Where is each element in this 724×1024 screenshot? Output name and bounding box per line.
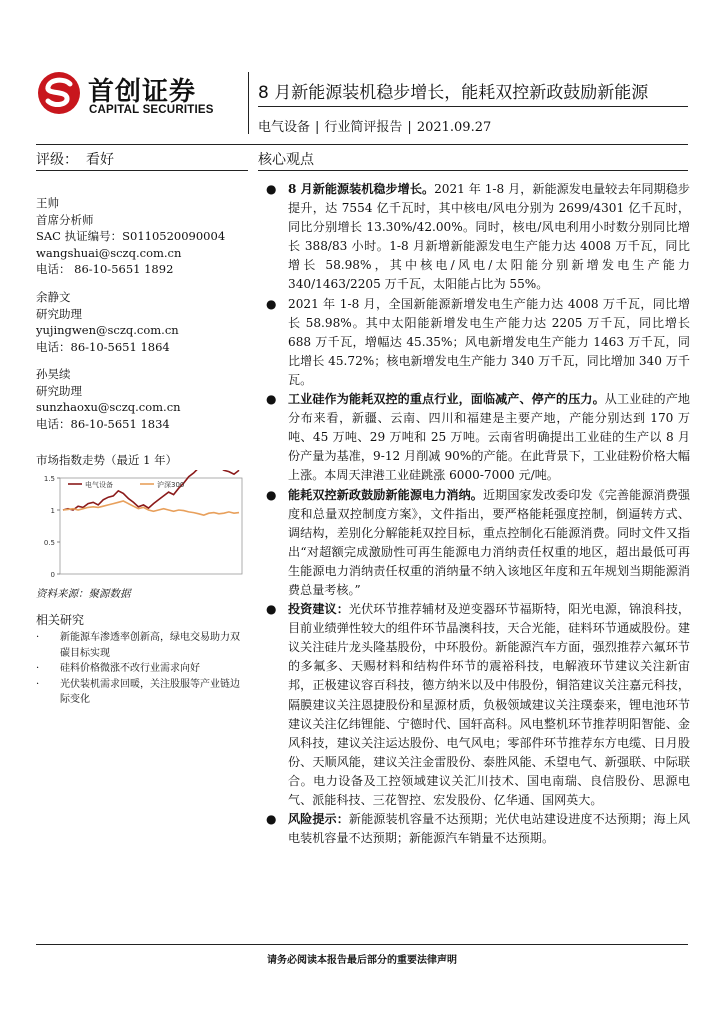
rating-value: 看好 [86, 152, 114, 168]
related-item-text: 新能源车渗透率创新高，绿电交易助力双碳目标实现 [60, 632, 240, 659]
core-view-item [258, 486, 690, 601]
item-text: 2021 年 1-8 月，新能源发电量较去年同期稳步提升，达 7554 亿千瓦时，其中核电/风电分别为 2699/4301 亿千瓦时，同比分别增长 13.30%/42.00%。同时，核电/风电利用小时数分别同比增长 388/83 小时。1-8 月新增新能源发电生产能力达 4008 万千瓦，同比增长 58.98%，其中核电/风电/太阳能分别新增发电生产能力 340/1463/2205 万千瓦，太阳能占比为 55%。 [288, 182, 690, 292]
analyst-email[interactable]: yujingwen@sczq.com.cn [36, 323, 179, 338]
bullet-icon: ● [266, 487, 277, 502]
related-item-text: 硅料价格微涨不改行业需求向好 [60, 663, 200, 674]
report-subtitle [258, 116, 491, 135]
core-view-item [258, 810, 690, 848]
bullet-icon: ● [266, 182, 277, 196]
y-tick-label: 1 [50, 507, 55, 515]
bullet-icon: · [36, 678, 40, 690]
item-text: 新能源装机容量不达预期；光伏电站建设进度不达预期；海上风电装机容量不达预期；新能源汽车销量不达预期。 [288, 812, 690, 846]
y-tick-label: 0.5 [43, 539, 55, 547]
core-view-item [258, 180, 690, 295]
brand-name-en: CAPITAL SECURITIES [89, 104, 214, 116]
related-research-list [36, 630, 246, 708]
sector-label: 电气设备 [258, 120, 311, 135]
analyst-block [36, 289, 179, 355]
legend-label: 电气设备 [85, 481, 113, 489]
related-item[interactable] [36, 677, 246, 708]
analyst-email[interactable]: sunzhaoxu@sczq.com.cn [36, 400, 181, 415]
logo-icon [36, 70, 82, 116]
chart-title: 市场指数走势（最近 1 年） [36, 453, 178, 467]
legend-label: 沪深300 [157, 481, 185, 489]
market-index-chart [36, 470, 248, 582]
separator: | [315, 120, 320, 135]
analyst-name: 王帅 [36, 196, 59, 210]
item-text: 光伏环节推荐辅材及逆变器环节福斯特，阳光电源，锦浪科技，目前业绩弹性较大的组件环节晶澳科技，天合光能，硅料环节通威股份。建议关注硅片龙头隆基股份，中环股份。新能源汽车方面，强烈推荐六氟环节的多氟多、天赐材料和结构件环节的震裕科技，电解液环节建议关注新宙邦，正极建议容百科技，德方纳米以及中伟股份，铜箔建议关注嘉元科技，隔膜建议关注恩捷股份和星源材质，负极领域建议关注璞泰来，锂电池环节建议关注亿纬锂能、宁德时代、国轩高科。风电整机环节推荐明阳智能、金风科技，建议关注运达股份、电气风电；零部件环节推荐东方电缆、日月股份、天顺风能，建议关注金雷股份、泰胜风能、禾望电气、新强联、中际联合。电力设备及工控领域建议关汇川技术、国电南瑞、良信股份、思源电气、派能科技、三花智控、宏发股份、亿华通、国网英大。 [288, 602, 690, 807]
item-lead: 风险提示： [288, 812, 349, 827]
y-tick-label: 0 [50, 571, 55, 579]
rating-label: 评级： [36, 152, 78, 168]
analyst-block [36, 366, 181, 432]
related-item-text: 光伏装机需求回暖，关注股服等产业链边际变化 [60, 678, 240, 705]
title-rule [258, 106, 688, 107]
analyst-title: 研究助理 [36, 306, 82, 321]
item-text: 从工业硅的产地分布来看，新疆、云南、四川和福建是主要产地，产能分别达到 170 万吨、45 万吨、29 万吨和 25 万吨。云南省明确提出工业硅的生产以 8 月份产量为基准，9-12 月削减 90%的产能。在此背景下，工业硅粉价格大幅上涨。本周天津港工业硅跳涨 6000-7000 元/吨。 [288, 392, 690, 483]
core-view-item [258, 295, 690, 390]
bullet-icon: ● [266, 812, 277, 827]
series-line-1 [63, 470, 239, 510]
analyst-phone: 电话：86-10-5651 1834 [36, 416, 170, 431]
analyst-phone: 电话： 86-10-5651 1892 [36, 262, 174, 277]
right-column-rule [258, 170, 688, 171]
report-date: 2021.09.27 [416, 120, 492, 135]
report-type: 行业简评报告 [324, 120, 403, 135]
core-view-item [258, 390, 690, 485]
bullet-icon: ● [266, 392, 277, 407]
analyst-license: SAC 执证编号：S0110520090004 [36, 229, 226, 244]
item-text: 近期国家发改委印发《完善能源消费强度和总量双控制度方案》，文件指出，要严格能耗强度控制，倒逼转方式、调结构，差别化分解能耗双控目标，重点控制化石能源消费。同时文件又指出“对超额完成激励性可再生能源电力消纳责任权重的地区，超出最低可再生能源电力消纳责任权重的消纳量不纳入该地区年度和五年规划当期能源消费总量考核。” [288, 487, 690, 597]
report-title: 8 月新能源装机稳步增长，能耗双控新政鼓励新能源 [258, 83, 649, 103]
core-view-item [258, 600, 690, 810]
bullet-icon: ● [266, 602, 277, 617]
item-text: 2021 年 1-8 月，全国新能源新增发电生产能力达 4008 万千瓦，同比增长 58.98%。其中太阳能新增发电生产能力达 2205 万千瓦，同比增长 688 万千瓦，增幅达 45.35%；风电新增发电生产能力 1463 万千瓦，同比增长 45.72%；核电新增发电生产能力 340 万千瓦，同比增加 340 万千瓦。 [288, 296, 690, 387]
analyst-phone: 电话：86-10-5651 1864 [36, 339, 170, 354]
analyst-block [36, 195, 225, 278]
core-view-list [258, 180, 690, 848]
header-bottom-rule [36, 144, 688, 145]
related-item[interactable] [36, 661, 246, 677]
core-view-heading: 核心观点 [258, 152, 314, 168]
separator: | [407, 120, 412, 135]
footer-rule [36, 944, 688, 945]
related-item[interactable] [36, 630, 246, 661]
item-lead: 投资建议： [288, 602, 349, 617]
bullet-icon: · [36, 632, 40, 643]
y-tick-label: 1.5 [43, 475, 55, 483]
bullet-icon: ● [266, 296, 277, 311]
item-lead: 工业硅作为能耗双控的重点行业，面临减产、停产的压力。 [288, 392, 605, 407]
brand-name-cn: 首创证券 [88, 77, 197, 107]
item-lead: 能耗双控新政鼓励新能源电力消纳。 [288, 487, 483, 502]
chart-source: 资料来源：聚源数据 [36, 588, 131, 600]
plot-frame [60, 478, 242, 574]
left-column-rule [36, 170, 248, 171]
header-divider [248, 72, 249, 134]
related-research-title: 相关研究 [36, 613, 85, 627]
analyst-title: 研究助理 [36, 383, 82, 398]
analyst-email[interactable]: wangshuai@sczq.com.cn [36, 245, 182, 260]
bullet-icon: · [36, 663, 40, 674]
item-lead: 8 月新能源装机稳步增长。 [288, 182, 435, 196]
analyst-name: 余静文 [36, 290, 71, 304]
analyst-name: 孙昊续 [36, 367, 71, 381]
footer-disclaimer: 请务必阅读本报告最后部分的重要法律声明 [267, 955, 457, 966]
analyst-title: 首席分析师 [36, 212, 94, 227]
